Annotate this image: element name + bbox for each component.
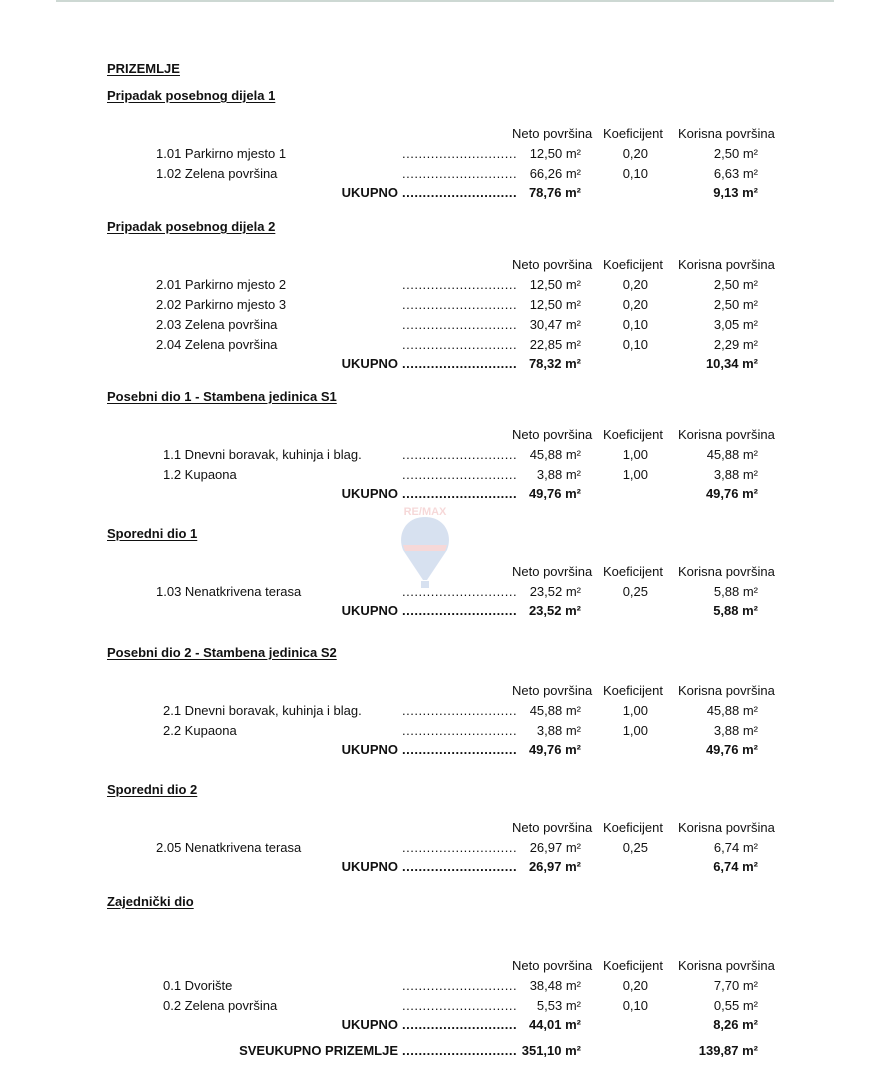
row-label: 1.03 Nenatkrivena terasa bbox=[156, 584, 302, 599]
column-header-neto: Neto površina bbox=[512, 126, 593, 141]
row-neto: 30,47 m² bbox=[529, 317, 581, 332]
total-neto: 49,76 m² bbox=[528, 486, 581, 501]
row-label: 0.2 Zelena površina bbox=[163, 998, 278, 1013]
row-neto: 66,26 m² bbox=[529, 166, 581, 181]
row-korisna: 2,50 m² bbox=[713, 297, 758, 312]
row-koeficijent: 0,25 bbox=[622, 840, 648, 855]
total-neto: 23,52 m² bbox=[528, 603, 581, 618]
total-neto: 78,32 m² bbox=[528, 356, 581, 371]
row-neto: 3,88 m² bbox=[536, 467, 581, 482]
row-label: 2.2 Kupaona bbox=[163, 723, 237, 738]
row-label: 1.1 Dnevni boravak, kuhinja i blag. bbox=[163, 447, 362, 462]
column-header-korisna: Korisna površina bbox=[678, 958, 775, 973]
balloon-watermark-icon bbox=[395, 505, 455, 590]
row-korisna: 45,88 m² bbox=[706, 447, 758, 462]
row-korisna: 2,29 m² bbox=[713, 337, 758, 352]
row-neto: 3,88 m² bbox=[536, 723, 581, 738]
total-neto: 26,97 m² bbox=[528, 859, 581, 874]
row-neto: 12,50 m² bbox=[529, 297, 581, 312]
row-korisna: 7,70 m² bbox=[713, 978, 758, 993]
leader-dots: ............................ bbox=[402, 166, 518, 181]
row-koeficijent: 0,10 bbox=[622, 166, 648, 181]
total-neto: 78,76 m² bbox=[528, 185, 581, 200]
total-neto: 49,76 m² bbox=[528, 742, 581, 757]
row-koeficijent: 0,20 bbox=[622, 297, 648, 312]
row-koeficijent: 0,20 bbox=[622, 146, 648, 161]
row-label: 2.03 Zelena površina bbox=[156, 317, 278, 332]
row-koeficijent: 0,10 bbox=[622, 998, 648, 1013]
row-neto: 23,52 m² bbox=[529, 584, 581, 599]
row-korisna: 6,74 m² bbox=[713, 840, 758, 855]
total-label: UKUPNO bbox=[341, 859, 398, 874]
row-label: 2.1 Dnevni boravak, kuhinja i blag. bbox=[163, 703, 362, 718]
grand-total-korisna: 139,87 m² bbox=[698, 1043, 758, 1058]
section-heading: Zajednički dio bbox=[107, 894, 194, 909]
column-header-koeficijent: Koeficijent bbox=[603, 820, 663, 835]
total-label: UKUPNO bbox=[341, 356, 398, 371]
row-koeficijent: 0,20 bbox=[622, 978, 648, 993]
column-header-korisna: Korisna površina bbox=[678, 257, 775, 272]
column-header-korisna: Korisna površina bbox=[678, 564, 775, 579]
total-label: UKUPNO bbox=[341, 742, 398, 757]
row-label: 2.04 Zelena površina bbox=[156, 337, 278, 352]
leader-dots: ............................ bbox=[402, 840, 518, 855]
section-heading: Pripadak posebnog dijela 2 bbox=[107, 219, 276, 234]
row-neto: 12,50 m² bbox=[529, 277, 581, 292]
column-header-neto: Neto površina bbox=[512, 683, 593, 698]
row-korisna: 0,55 m² bbox=[713, 998, 758, 1013]
column-header-koeficijent: Koeficijent bbox=[603, 958, 663, 973]
row-koeficijent: 0,10 bbox=[622, 317, 648, 332]
section-heading: Posebni dio 2 - Stambena jedinica S2 bbox=[107, 645, 337, 660]
leader-dots: ............................ bbox=[402, 723, 518, 738]
total-korisna: 8,26 m² bbox=[713, 1017, 758, 1032]
total-korisna: 49,76 m² bbox=[705, 742, 758, 757]
row-neto: 38,48 m² bbox=[529, 978, 581, 993]
total-korisna: 6,74 m² bbox=[713, 859, 758, 874]
row-korisna: 45,88 m² bbox=[706, 703, 758, 718]
row-koeficijent: 1,00 bbox=[622, 447, 648, 462]
row-koeficijent: 0,25 bbox=[622, 584, 648, 599]
leader-dots: ............................ bbox=[402, 447, 518, 462]
total-label: UKUPNO bbox=[341, 486, 398, 501]
leader-dots: ............................ bbox=[402, 356, 518, 371]
row-label: 0.1 Dvorište bbox=[163, 978, 233, 993]
row-koeficijent: 1,00 bbox=[622, 467, 648, 482]
row-korisna: 2,50 m² bbox=[713, 277, 758, 292]
column-header-neto: Neto površina bbox=[512, 958, 593, 973]
leader-dots: ............................ bbox=[402, 703, 518, 718]
row-neto: 5,53 m² bbox=[536, 998, 581, 1013]
leader-dots: ............................ bbox=[402, 185, 518, 200]
row-neto: 12,50 m² bbox=[529, 146, 581, 161]
leader-dots: ............................ bbox=[402, 584, 518, 599]
column-header-korisna: Korisna površina bbox=[678, 427, 775, 442]
column-header-neto: Neto površina bbox=[512, 257, 593, 272]
row-neto: 22,85 m² bbox=[529, 337, 581, 352]
column-header-neto: Neto površina bbox=[512, 820, 593, 835]
watermark-logo-text: RE/MAX bbox=[403, 506, 447, 518]
column-header-neto: Neto površina bbox=[512, 564, 593, 579]
row-korisna: 3,05 m² bbox=[713, 317, 758, 332]
column-header-neto: Neto površina bbox=[512, 427, 593, 442]
row-label: 2.02 Parkirno mjesto 3 bbox=[156, 297, 287, 312]
total-label: UKUPNO bbox=[341, 603, 398, 618]
column-header-korisna: Korisna površina bbox=[678, 820, 775, 835]
leader-dots: ............................ bbox=[402, 1017, 518, 1032]
leader-dots: ............................ bbox=[402, 859, 518, 874]
row-koeficijent: 0,10 bbox=[622, 337, 648, 352]
column-header-koeficijent: Koeficijent bbox=[603, 683, 663, 698]
row-korisna: 3,88 m² bbox=[713, 467, 758, 482]
column-header-korisna: Korisna površina bbox=[678, 126, 775, 141]
leader-dots: ............................ bbox=[402, 337, 518, 352]
leader-dots: ............................ bbox=[402, 467, 518, 482]
total-korisna: 9,13 m² bbox=[713, 185, 758, 200]
row-korisna: 5,88 m² bbox=[713, 584, 758, 599]
column-header-koeficijent: Koeficijent bbox=[603, 564, 663, 579]
row-neto: 45,88 m² bbox=[529, 703, 581, 718]
row-korisna: 6,63 m² bbox=[713, 166, 758, 181]
row-neto: 26,97 m² bbox=[529, 840, 581, 855]
section-heading: Sporedni dio 2 bbox=[107, 782, 198, 797]
row-koeficijent: 1,00 bbox=[622, 723, 648, 738]
total-label: UKUPNO bbox=[341, 185, 398, 200]
row-label: 1.2 Kupaona bbox=[163, 467, 237, 482]
leader-dots: ............................ bbox=[402, 277, 518, 292]
total-neto: 44,01 m² bbox=[528, 1017, 581, 1032]
grand-total-label: SVEUKUPNO PRIZEMLJE bbox=[239, 1043, 398, 1058]
row-korisna: 2,50 m² bbox=[713, 146, 758, 161]
page-title: PRIZEMLJE bbox=[107, 61, 180, 76]
row-koeficijent: 1,00 bbox=[622, 703, 648, 718]
leader-dots: ............................ bbox=[402, 146, 518, 161]
row-label: 1.01 Parkirno mjesto 1 bbox=[156, 146, 287, 161]
section-heading: Pripadak posebnog dijela 1 bbox=[107, 88, 276, 103]
total-korisna: 49,76 m² bbox=[705, 486, 758, 501]
section-heading: Sporedni dio 1 bbox=[107, 526, 198, 541]
total-korisna: 5,88 m² bbox=[713, 603, 758, 618]
grand-total-neto: 351,10 m² bbox=[521, 1043, 581, 1058]
row-label: 2.05 Nenatkrivena terasa bbox=[156, 840, 302, 855]
leader-dots: ............................ bbox=[402, 317, 518, 332]
column-header-koeficijent: Koeficijent bbox=[603, 427, 663, 442]
leader-dots: ............................ bbox=[402, 297, 518, 312]
column-header-koeficijent: Koeficijent bbox=[603, 257, 663, 272]
leader-dots: ............................ bbox=[402, 978, 518, 993]
column-header-koeficijent: Koeficijent bbox=[603, 126, 663, 141]
section-heading: Posebni dio 1 - Stambena jedinica S1 bbox=[107, 389, 337, 404]
leader-dots: ............................ bbox=[402, 486, 518, 501]
total-korisna: 10,34 m² bbox=[705, 356, 758, 371]
leader-dots: ............................ bbox=[402, 742, 518, 757]
column-header-korisna: Korisna površina bbox=[678, 683, 775, 698]
row-neto: 45,88 m² bbox=[529, 447, 581, 462]
leader-dots: ............................ bbox=[402, 603, 518, 618]
total-label: UKUPNO bbox=[341, 1017, 398, 1032]
row-label: 2.01 Parkirno mjesto 2 bbox=[156, 277, 287, 292]
row-korisna: 3,88 m² bbox=[713, 723, 758, 738]
leader-dots: ............................ bbox=[402, 1043, 518, 1058]
row-koeficijent: 0,20 bbox=[622, 277, 648, 292]
leader-dots: ............................ bbox=[402, 998, 518, 1013]
row-label: 1.02 Zelena površina bbox=[156, 166, 278, 181]
